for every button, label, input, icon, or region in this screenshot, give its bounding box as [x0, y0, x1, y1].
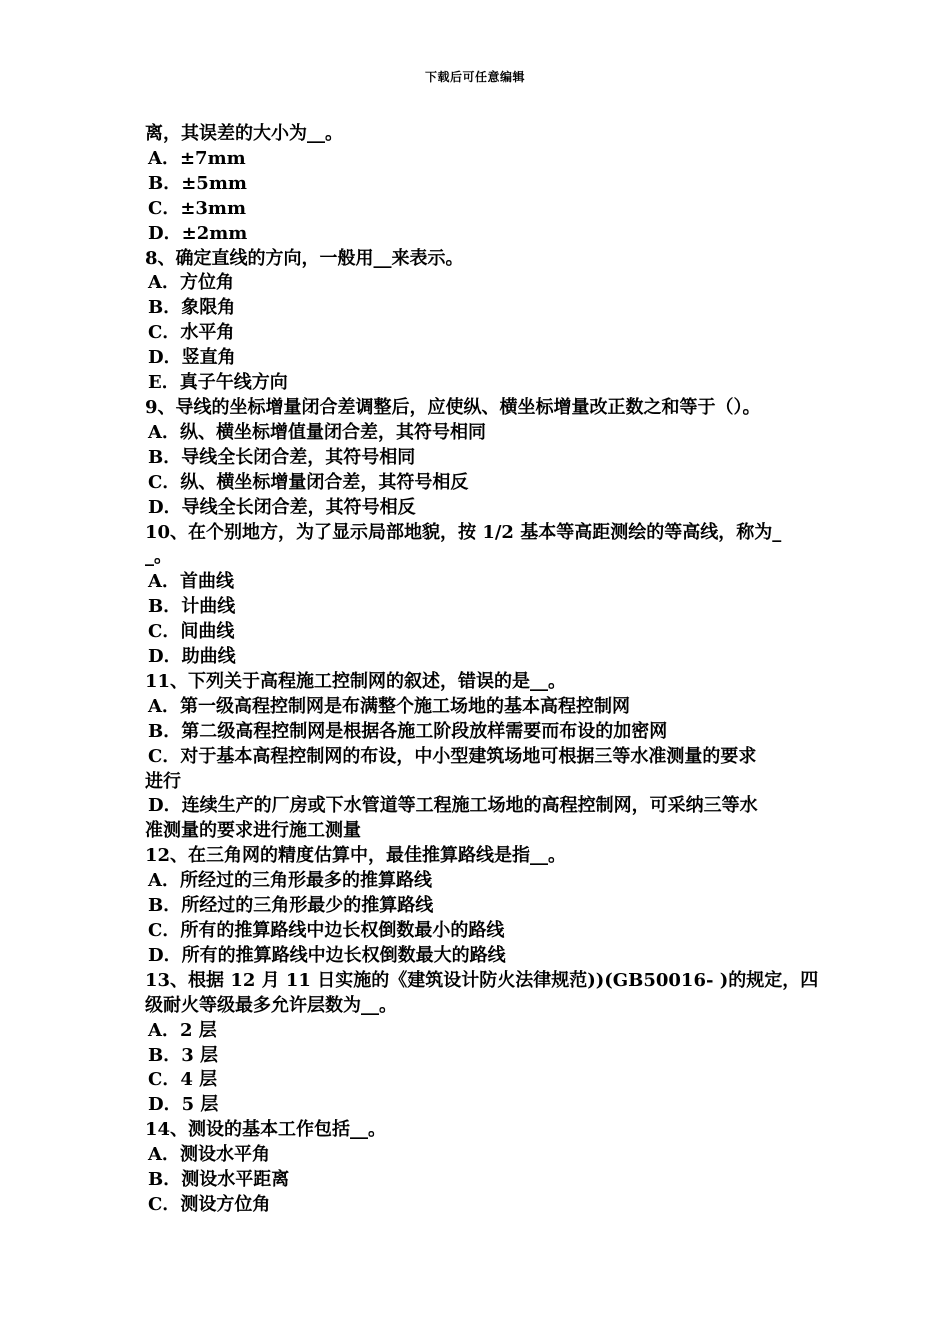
answer-option: D．竖直角: [148, 347, 236, 369]
answer-option: C．测设方位角: [148, 1193, 271, 1215]
answer-option: D．导线全长闭合差，其符号相反: [148, 496, 416, 518]
answer-option: A．所经过的三角形最多的推算路线: [148, 870, 432, 892]
question-text: 12、在三角网的精度估算中，最佳推算路线是指__。: [145, 845, 567, 867]
question-text: 14、测设的基本工作包括__。: [145, 1119, 387, 1141]
question-text: 13、根据 12 月 11 日实施的《建筑设计防火法律规范))(GB50016- )的规定，四: [145, 969, 819, 991]
question-text: 8、确定直线的方向，一般用__来表示。: [145, 247, 464, 269]
question-text: 准测量的要求进行施工测量: [145, 820, 361, 842]
answer-option: C．间曲线: [148, 621, 235, 643]
answer-option: C．水平角: [148, 322, 235, 344]
answer-option: B．第二级高程控制网是根据各施工阶段放样需要而布设的加密网: [148, 720, 668, 742]
answer-option: B．测设水平距离: [148, 1169, 290, 1191]
question-text: 级耐火等级最多允许层数为__。: [145, 994, 397, 1016]
answer-option: C．±3mm: [148, 197, 247, 219]
question-text: 10、在个别地方，为了显示局部地貌，按 1/2 基本等高距测绘的等高线，称为_: [145, 521, 782, 543]
answer-option: D．助曲线: [148, 646, 236, 668]
answer-option: B．导线全长闭合差，其符号相同: [148, 446, 416, 468]
answer-option: B．3 层: [148, 1044, 219, 1066]
answer-option: B．±5mm: [148, 172, 247, 194]
answer-option: D．±2mm: [148, 222, 248, 244]
answer-option: A．第一级高程控制网是布满整个施工场地的基本高程控制网: [148, 695, 630, 717]
document-body: [145, 122, 819, 1218]
answer-option: B．所经过的三角形最少的推算路线: [148, 895, 434, 917]
answer-option: D．5 层: [148, 1094, 219, 1116]
answer-option: E．真子午线方向: [148, 372, 288, 394]
question-text: 11、下列关于高程施工控制网的叙述，错误的是__。: [145, 670, 567, 692]
answer-option: C．4 层: [148, 1069, 218, 1091]
answer-option: A．2 层: [148, 1019, 217, 1041]
question-text: 离，其误差的大小为__。: [145, 123, 343, 144]
answer-option: D．连续生产的厂房或下水管道等工程施工场地的高程控制网，可采纳三等水: [148, 795, 758, 817]
question-text: 9、导线的坐标增量闭合差调整后，应使纵、横坐标增量改正数之和等于（）。: [145, 396, 761, 418]
answer-option: B．计曲线: [148, 596, 236, 618]
answer-option: A．纵、横坐标增值量闭合差，其符号相同: [148, 421, 486, 443]
question-text: 进行: [145, 770, 181, 792]
answer-option: D．所有的推算路线中边长权倒数最大的路线: [148, 944, 506, 966]
answer-option: A．测设水平角: [148, 1144, 270, 1166]
page-header: 下载后可任意编辑: [424, 70, 525, 84]
question-text: _。: [145, 546, 172, 568]
answer-option: A．±7mm: [148, 147, 246, 169]
answer-option: C．所有的推算路线中边长权倒数最小的路线: [148, 920, 505, 941]
answer-option: A．方位角: [148, 272, 234, 294]
answer-option: C．纵、横坐标增量闭合差，其符号相反: [148, 471, 469, 493]
answer-option: C．对于基本高程控制网的布设，中小型建筑场地可根据三等水准测量的要求: [148, 745, 757, 767]
answer-option: B．象限角: [148, 297, 236, 319]
answer-option: A．首曲线: [148, 571, 234, 593]
